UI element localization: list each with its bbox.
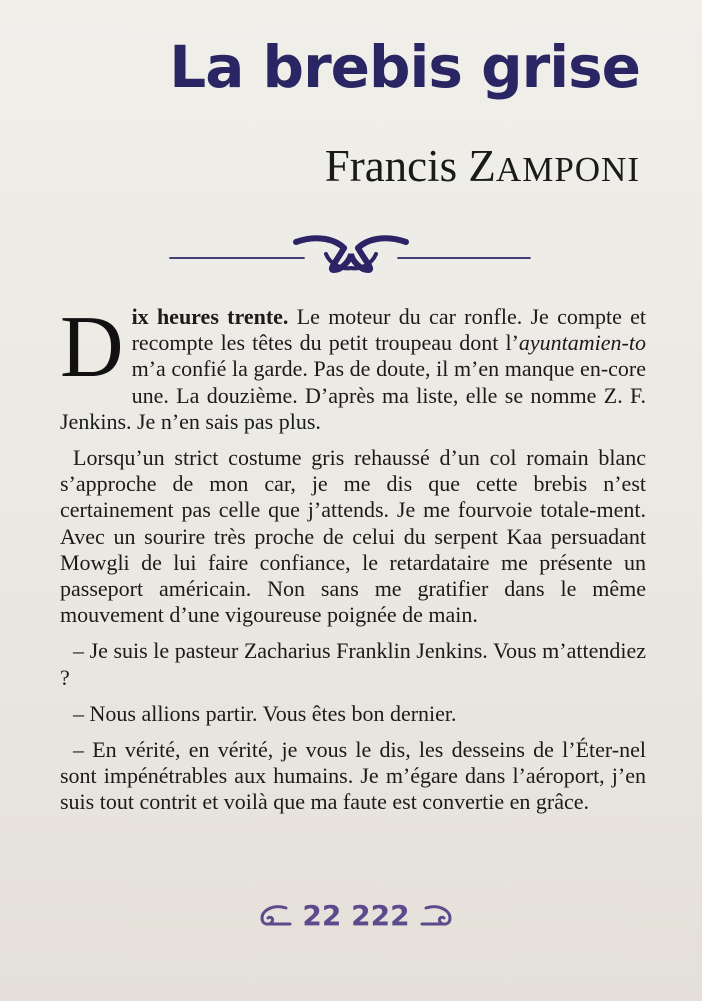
story-title: La brebis grise <box>169 33 640 101</box>
left-flourish-icon <box>256 902 292 930</box>
dialogue-line-3: – En vérité, en vérité, je vous le dis, les desseins de l’Éter-nel sont impénétrables aux humains. Je m’égare dans l’aéroport, j’en suis tout contrit et voilà que ma faute est convertie en grâce. <box>60 737 646 815</box>
author-last-name: ZAMPONI <box>468 141 640 191</box>
author-name <box>120 141 640 191</box>
paragraph-1-text-a: Le moteur du car ronfle. Je compte et recompte les têtes du petit troupeau dont l’ <box>131 304 646 356</box>
paragraph-2: Lorsqu’un strict costume gris rehaussé d’un col romain blanc s’approche de mon car, je me dis que cette brebis n’est certainement pas celle que j’attends. Je me fourvoie totale-ment. Avec un sourire très proche de celui du serpent Kaa persuadant Mowgli de lui faire confiance, le retardataire me présente un passeport américain. Non sans me gratifier dans le même mouvement d’une vigoureuse poignée de main. <box>60 445 646 628</box>
right-flourish-icon <box>420 902 456 930</box>
italic-word: ayuntamien-to <box>518 330 646 356</box>
paragraph-1 <box>60 299 646 435</box>
scroll-flourish-icon <box>168 228 534 278</box>
dialogue-line-2: – Nous allions partir. Vous êtes bon dernier. <box>73 700 457 726</box>
dialogue-line-1: – Je suis le pasteur Zacharius Franklin Jenkins. Vous m’attendiez ? <box>60 638 646 690</box>
story-text <box>60 299 646 826</box>
paragraph-1-text-b: m’a confié la garde. Pas de doute, il m’en manque en-core une. La douzième. D’après ma liste, elle se nomme Z. F. Jenkins. Je n’en sais pas plus. <box>60 356 646 434</box>
author-first-name: Francis <box>324 141 458 191</box>
lead-in-text: ix heures trente. <box>131 304 289 329</box>
page-number-block <box>250 896 462 936</box>
page-number: 22 222 <box>302 899 410 932</box>
drop-cap: D <box>60 299 124 396</box>
